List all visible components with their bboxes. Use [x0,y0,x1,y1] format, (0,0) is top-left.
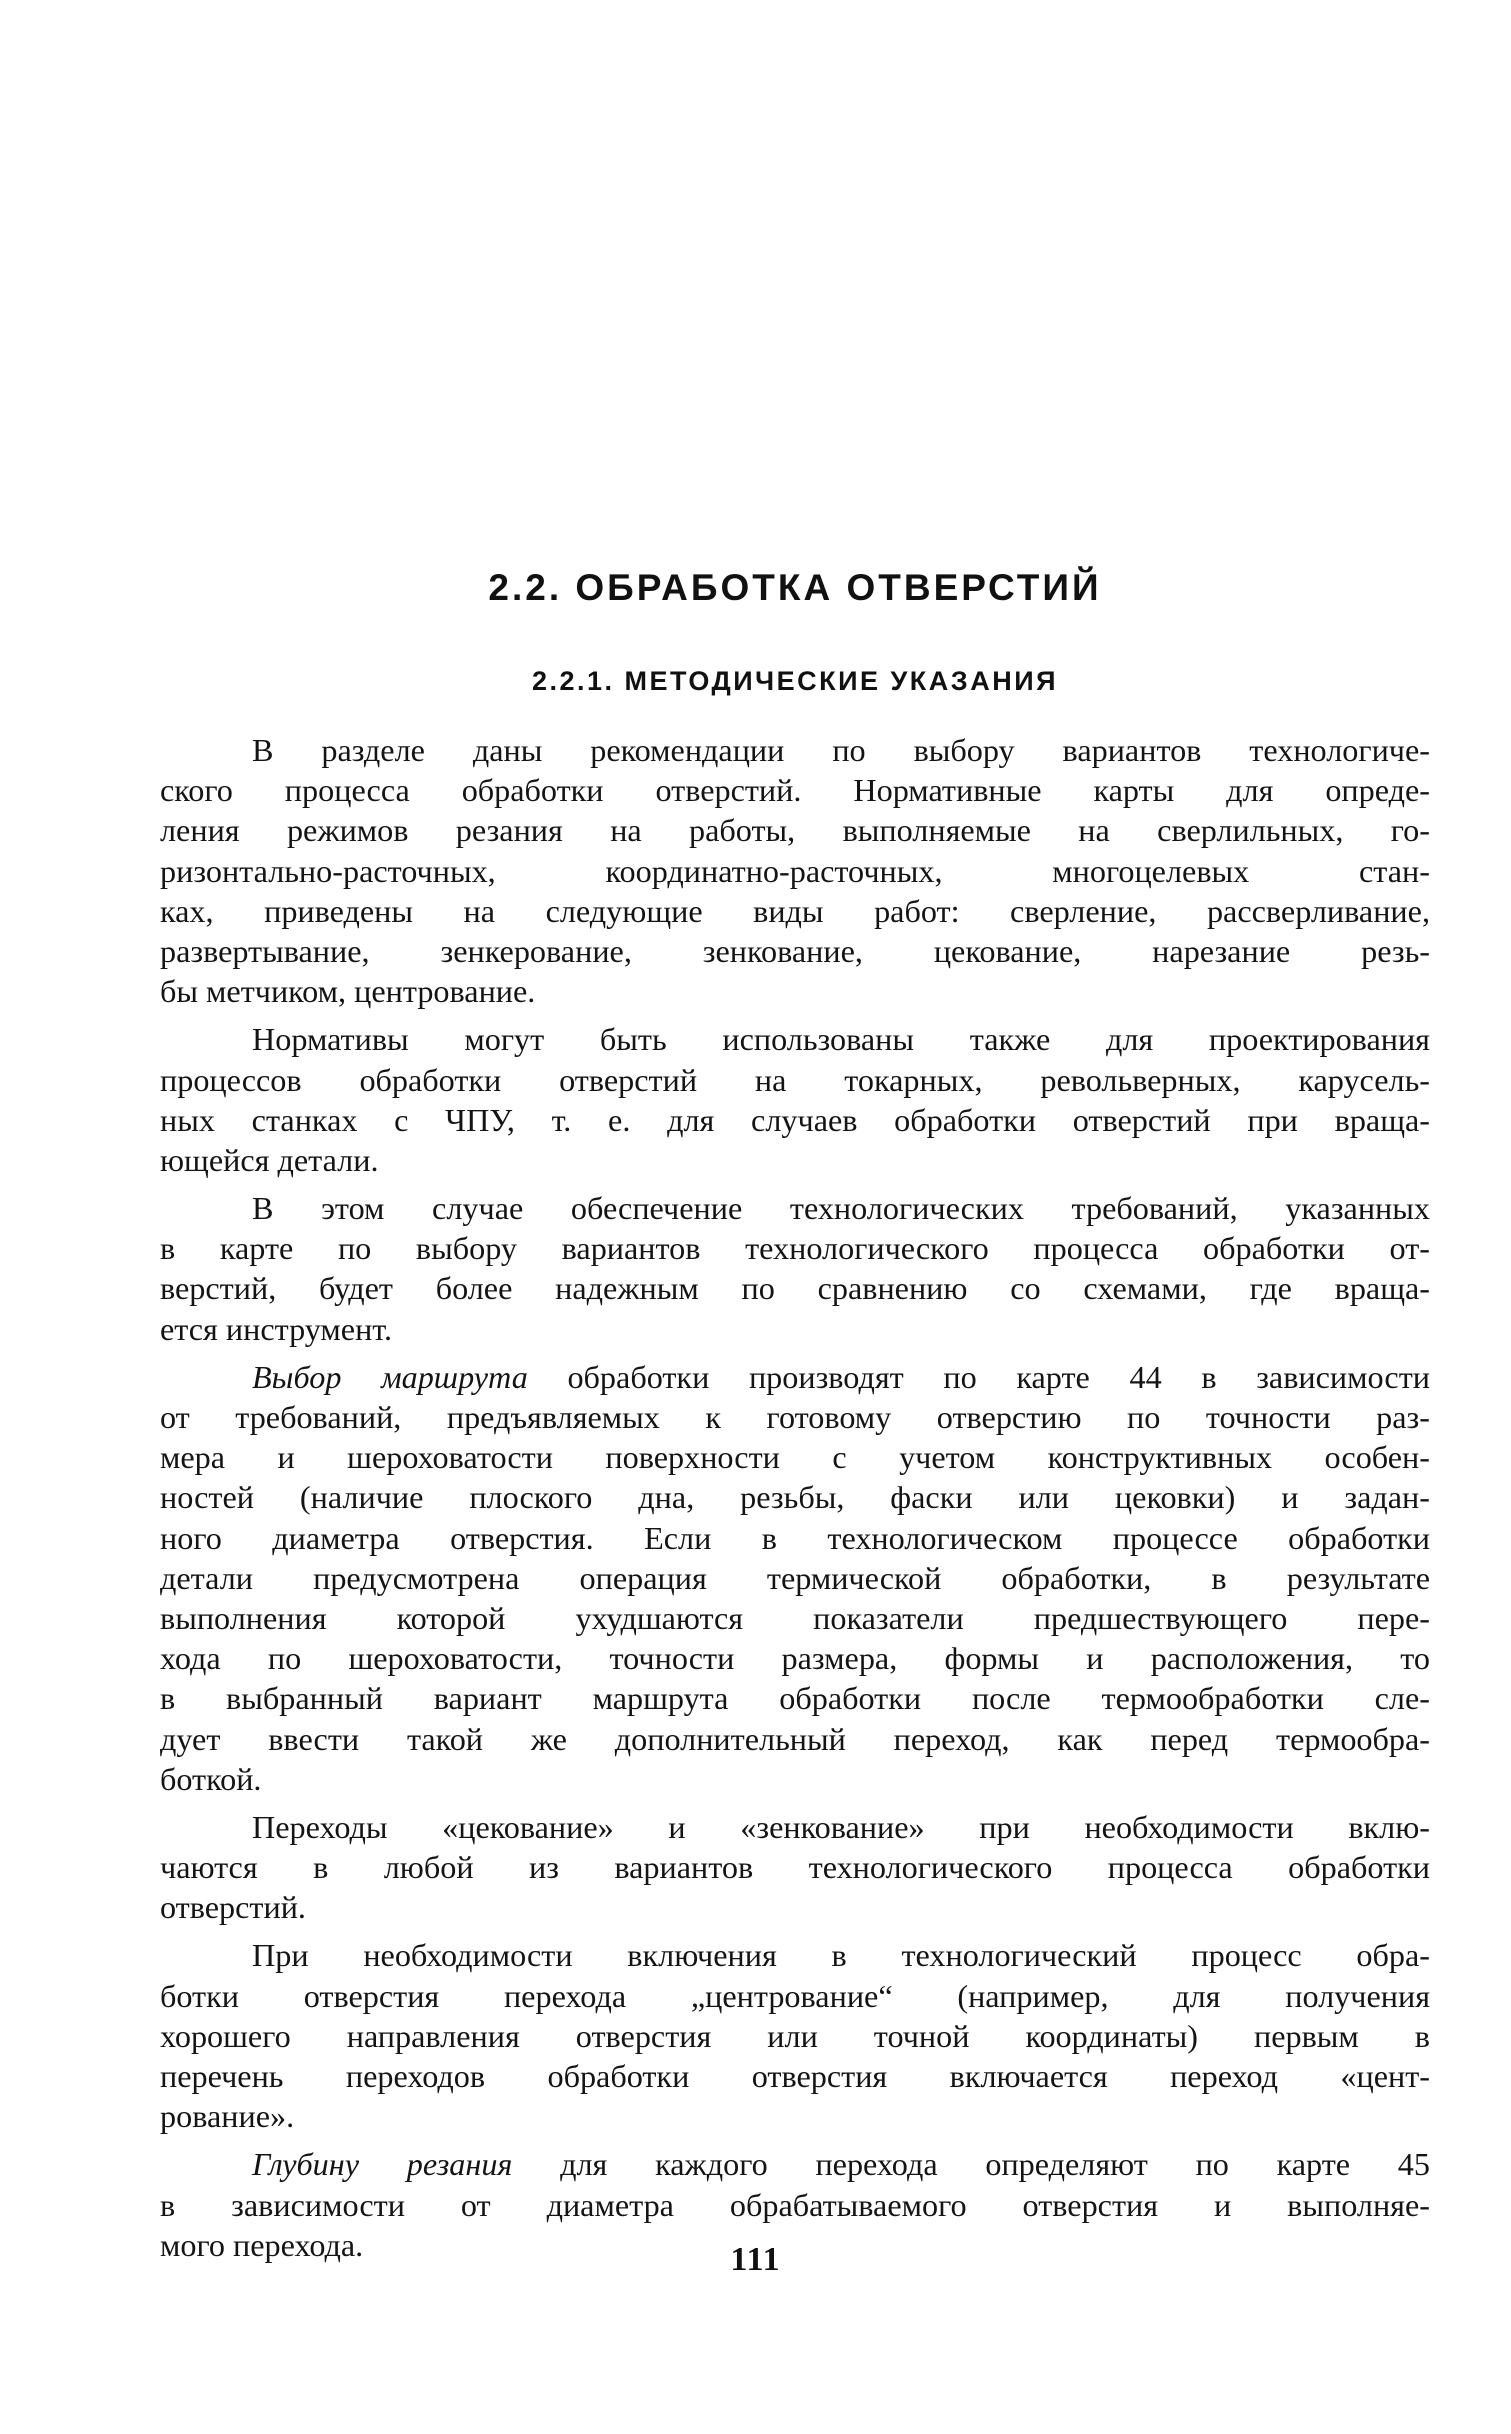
text-line: дует ввести такой же дополнительный переход, как перед термообра- [160,1720,1430,1757]
line-text: В разделе даны рекомендации по выбору вариантов технологиче- [252,732,1430,768]
line-text: Нормативы могут быть использованы также для проектирования [252,1021,1430,1058]
text-line: ботки отверстия перехода „центрование“ (например, для получения [160,1977,1430,2014]
text-line: ления режимов резания на работы, выполняемые на сверлильных, го- [160,812,1430,849]
page-number: 111 [730,2241,781,2278]
text-line: мого перехода. [160,2226,364,2263]
text-line: процессов обработки отверстий на токарных, револьверных, карусель- [160,1061,1430,1098]
text-line: боткой. [160,1760,262,1797]
text-line: ках, приведены на следующие виды работ: сверление, рассверливание, [160,892,1430,929]
text-line: рование». [160,2098,295,2135]
line-text: При необходимости включения в технологический процесс обра- [252,1937,1430,1974]
line-text: для каждого перехода определяют по карте 45 [512,2146,1430,2183]
text-line: ского процесса обработки отверстий. Нормативные карты для опреде- [160,772,1430,809]
italic-lead-term: Глубину резания [252,2146,513,2183]
italic-lead-term: Выбор маршрута [252,1358,528,1395]
text-line [160,2144,1430,2184]
text-line [160,730,1430,770]
text-line: ного диаметра отверстия. Если в технологическом процессе обработки [160,1519,1430,1556]
text-line: бы метчиком, центрование. [160,973,536,1010]
text-line: ющейся детали. [160,1141,379,1178]
section-title: 2.2. ОБРАБОТКА ОТВЕРСТИЙ [488,567,1102,608]
text-line: ных станках с ЧПУ, т. е. для случаев обработки отверстий при враща- [160,1101,1430,1138]
text-line [160,1188,1430,1228]
text-line: в карте по выбору вариантов технологического процесса обработки от- [160,1230,1430,1267]
text-line: хода по шероховатости, точности размера, формы и расположения, то [160,1640,1430,1677]
subsection-title: 2.2.1. МЕТОДИЧЕСКИЕ УКАЗАНИЯ [531,666,1059,696]
line-text: В этом случае обеспечение технологических требований, указанных [252,1190,1430,1227]
line-text: обработки производят по карте 44 в зависимости [527,1358,1430,1395]
text-line: детали предусмотрена операция термической обработки, в результате [160,1559,1430,1596]
text-line: ностей (наличие плоского дна, резьбы, фаски или цековки) и задан- [160,1479,1430,1516]
body-text [160,730,1430,2265]
text-line: мера и шероховатости поверхности с учетом конструктивных особен- [160,1439,1430,1476]
line-text: Переходы «цекование» и «зенкование» при необходимости вклю- [252,1808,1430,1845]
paragraph [160,730,1430,1011]
paragraph [160,1019,1430,1180]
text-line [160,1019,1430,1059]
text-line: в выбранный вариант маршрута обработки после термообработки сле- [160,1680,1430,1717]
text-block [160,562,1430,2273]
text-line: чаются в любой из вариантов технологического процесса обработки [160,1849,1430,1886]
text-line: в зависимости от диаметра обрабатываемого отверстия и выполняе- [160,2186,1430,2223]
text-line: выполнения которой ухудшаются показатели предшествующего пере- [160,1599,1430,1636]
text-line: развертывание, зенкерование, зенкование, цекование, нарезание резь- [160,932,1430,969]
paragraph [160,1188,1430,1349]
text-line: ется инструмент. [160,1310,392,1347]
text-line: от требований, предъявляемых к готовому отверстию по точности раз- [160,1399,1430,1435]
paragraph [160,1935,1430,2136]
text-line [160,1807,1430,1847]
text-line: хорошего направления отверстия или точной координаты) первым в [160,2017,1430,2054]
text-line: перечень переходов обработки отверстия включается переход «цент- [160,2058,1430,2094]
paragraph [160,1357,1430,1799]
text-line: отверстий. [160,1889,306,1926]
text-line [160,1357,1430,1397]
text-line: верстий, будет более надежным по сравнению со схемами, где враща- [160,1270,1430,1307]
text-line: ризонтально-расточных, координатно-расточных, многоцелевых стан- [160,852,1430,889]
paragraph [160,1807,1430,1928]
text-line [160,1935,1430,1975]
